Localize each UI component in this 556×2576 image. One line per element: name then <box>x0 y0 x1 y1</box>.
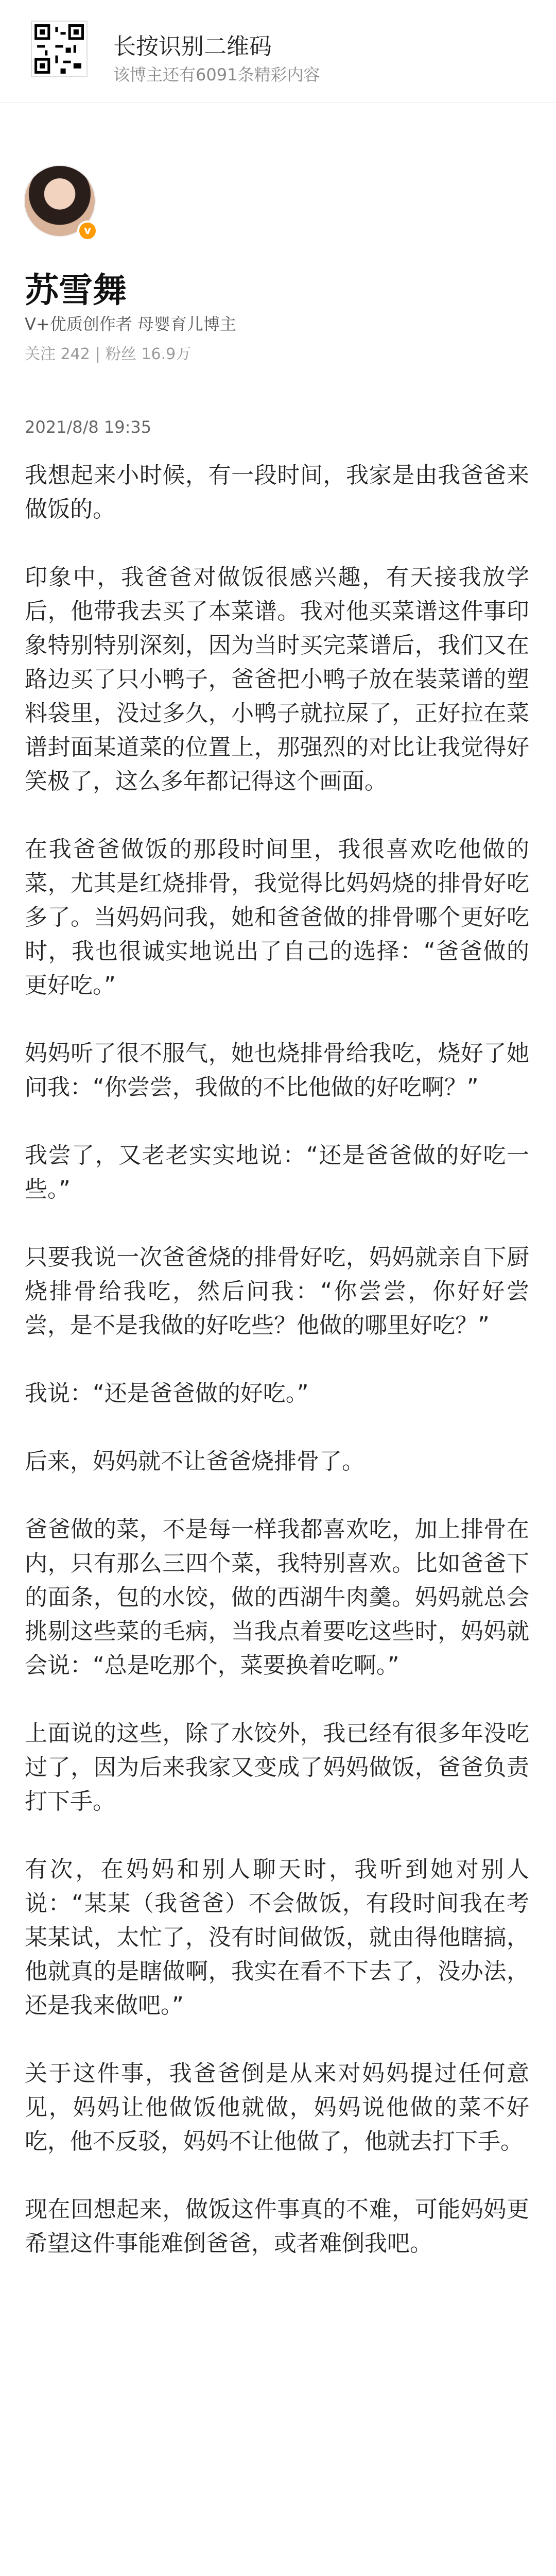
paragraph: 关于这件事，我爸爸倒是从来对妈妈提过任何意见，妈妈让他做饭他就做，妈妈说他做的菜不好吃，他不反驳，妈妈不让他做了，他就去打下手。 <box>25 2060 529 2155</box>
paragraph: 在我爸爸做饭的那段时间里，我很喜欢吃他做的菜，尤其是红烧排骨，我觉得比妈妈烧的排骨好吃多了。当妈妈问我，她和爸爸做的排骨哪个更好吃时，我也很诚实地说出了自己的选择：“爸爸做的更好吃。” <box>25 836 529 998</box>
paragraph: 我尝了，又老老实实地说：“还是爸爸做的好吃一些。” <box>25 1142 529 1202</box>
verified-badge-icon: v <box>77 221 98 241</box>
paragraph: 爸爸做的菜，不是每一样我都喜欢吃，加上排骨在内，只有那么三四个菜，我特别喜欢。比如爸爸下的面条，包的水饺，做的西湖牛肉羹。妈妈就总会挑剔这些菜的毛病，当我点着要吃这些时，妈妈就会说：“总是吃那个，菜要换着吃啊。” <box>25 1516 529 1679</box>
author-name[interactable]: 苏雪舞 <box>25 270 127 310</box>
paragraph: 后来，妈妈就不让爸爸烧排骨了。 <box>25 1448 364 1475</box>
post-content <box>25 459 529 2295</box>
post-date: 2021/8/8 19:35 <box>25 417 152 437</box>
author-tag: V+优质创作者 母婴育儿博主 <box>25 314 236 334</box>
banner-subtitle: 该博主还有6091条精彩内容 <box>113 65 320 84</box>
follow-count: 关注 242 <box>25 345 90 363</box>
paragraph: 上面说的这些，除了水饺外，我已经有很多年没吃过了，因为后来我家又变成了妈妈做饭，爸爸负责打下手。 <box>25 1720 529 1815</box>
paragraph: 有次，在妈妈和别人聊天时，我听到她对别人说：“某某（我爸爸）不会做饭，有段时间我在考某某试，太忙了，没有时间做饭，就由得他瞎搞，他就真的是瞎做啊，我实在看不下去了，没办法，还是我来做吧。” <box>25 1856 529 2019</box>
top-banner <box>0 0 556 103</box>
fans-count: 粉丝 16.9万 <box>105 345 192 363</box>
author-stats <box>25 341 191 364</box>
paragraph: 现在回想起来，做饭这件事真的不难，可能妈妈更希望这件事能难倒爸爸，或者难倒我吧。 <box>25 2196 529 2257</box>
paragraph: 我想起来小时候，有一段时间，我家是由我爸爸来做饭的。 <box>25 462 529 522</box>
paragraph: 只要我说一次爸爸烧的排骨好吃，妈妈就亲自下厨烧排骨给我吃，然后问我：“你尝尝，你好好尝尝，是不是我做的好吃些？他做的哪里好吃？” <box>25 1244 529 1338</box>
post-card <box>0 103 556 2576</box>
paragraph: 印象中，我爸爸对做饭很感兴趣，有天接我放学后，他带我去买了本菜谱。我对他买菜谱这件事印象特别特别深刻，因为当时买完菜谱后，我们又在路边买了只小鸭子，爸爸把小鸭子放在装菜谱的塑料袋里，没过多久，小鸭子就拉屎了，正好拉在菜谱封面某道菜的位置上，那强烈的对比让我觉得好笑极了，这么多年都记得这个画面。 <box>25 564 529 794</box>
paragraph: 我说：“还是爸爸做的好吃。” <box>25 1380 309 1406</box>
qr-code-icon[interactable] <box>31 21 88 77</box>
paragraph: 妈妈听了很不服气，她也烧排骨给我吃，烧好了她问我：“你尝尝，我做的不比他做的好吃啊？” <box>25 1040 529 1100</box>
banner-title: 长按识别二维码 <box>113 33 272 60</box>
stats-separator: | <box>95 345 100 363</box>
